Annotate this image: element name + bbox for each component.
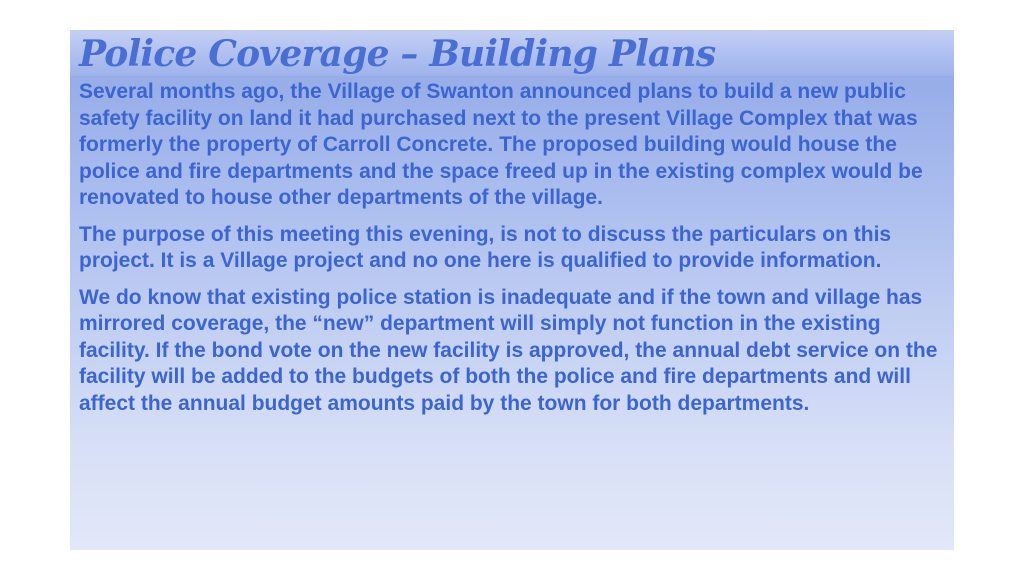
slide-body xyxy=(79,79,947,427)
slide-title: Police Coverage – Building Plans xyxy=(79,33,716,75)
paragraph-purpose: The purpose of this meeting this evening, is not to discuss the particulars on this project. It is a Village project and no one here is qualified to provide information. xyxy=(79,222,892,272)
paragraph-facility: We do know that existing police station is inadequate and if the town and village has mirrored coverage, the “new” department will simply not function in the existing facility. If the bond vote on the new facility is approved, the annual debt service on the facility will be added to the budgets of both the police and fire departments and will affect the annual budget amounts paid by the town for both departments. xyxy=(79,285,938,415)
content-panel xyxy=(70,30,954,550)
title-band xyxy=(70,30,954,76)
paragraph-intro: Several months ago, the Village of Swanton announced plans to build a new public safety facility on land it had purchased next to the present Village Complex that was formerly the property of Carroll Concrete. The proposed building would house the police and fire departments and the space freed up in the existing complex would be renovated to house other departments of the village. xyxy=(79,80,923,209)
